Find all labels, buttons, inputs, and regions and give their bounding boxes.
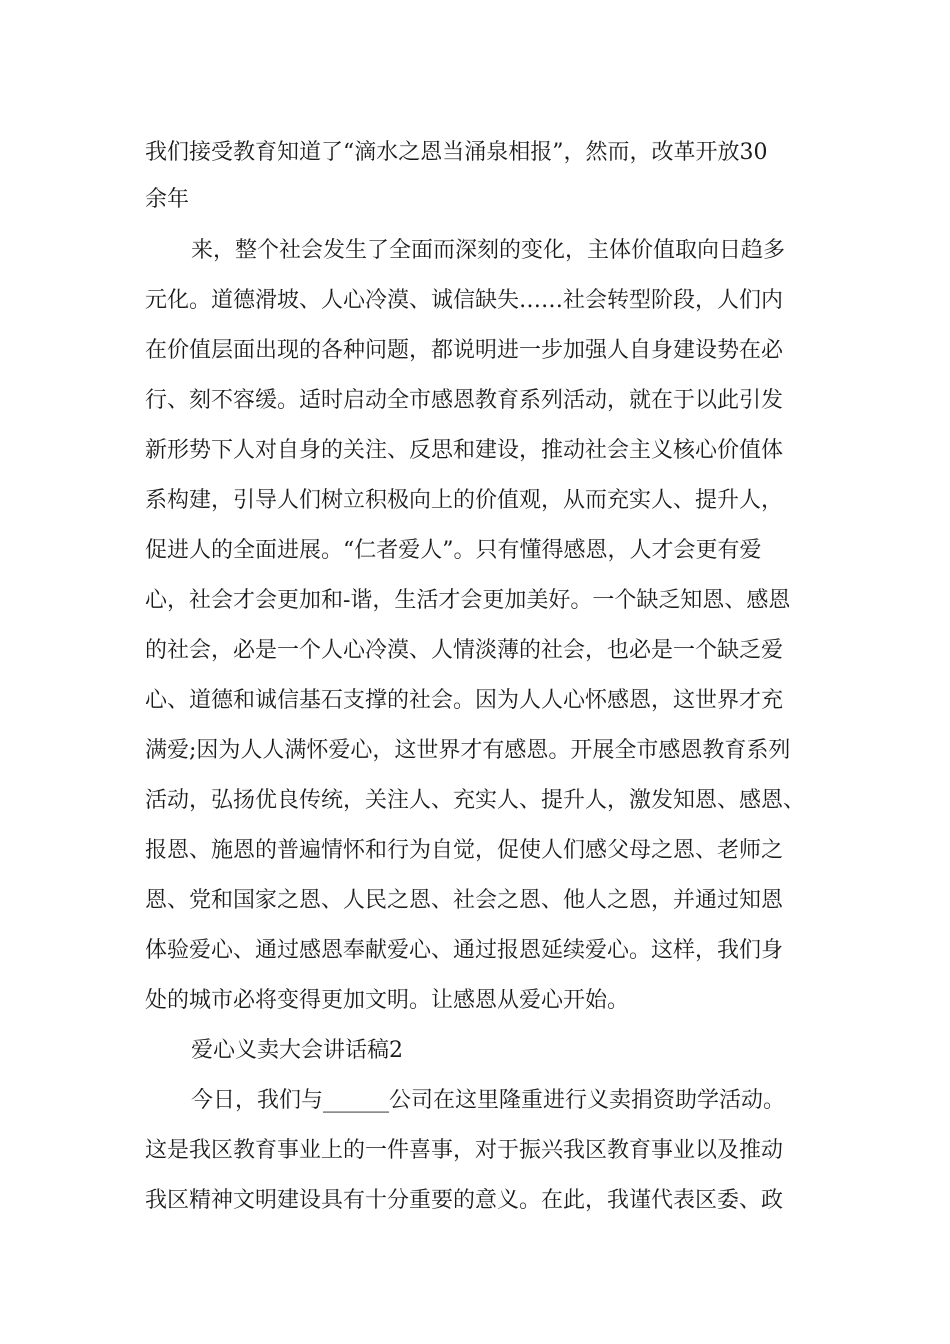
paragraph-line: 我们接受教育知道了“滴水之恩当涌泉相报”，然而，改革开放30 [145, 140, 768, 165]
paragraph-line: 处的城市必将变得更加文明。让感恩从爱心开始。 [145, 988, 630, 1013]
paragraph-line: 今日，我们与______公司在这里隆重进行义卖捐资助学活动。 [191, 1088, 786, 1113]
paragraph-line: 活动，弘扬优良传统，关注人、充实人、提升人，激发知恩、感恩、 [145, 788, 806, 813]
paragraph-line: 报恩、施恩的普遍情怀和行为自觉，促使人们感父母之恩、老师之 [145, 838, 784, 863]
section-heading: 爱心义卖大会讲话稿2 [191, 1038, 403, 1063]
paragraph-line: 我区精神文明建设具有十分重要的意义。在此，我谨代表区委、政 [145, 1188, 784, 1213]
paragraph-line: 心、道德和诚信基石支撑的社会。因为人人心怀感恩，这世界才充 [145, 688, 784, 713]
paragraph-line: 行、刻不容缓。适时启动全市感恩教育系列活动，就在于以此引发 [145, 388, 784, 413]
paragraph-line: 在价值层面出现的各种问题，都说明进一步加强人自身建设势在必 [145, 338, 784, 363]
paragraph-line: 系构建，引导人们树立积极向上的价值观，从而充实人、提升人， [145, 488, 784, 513]
paragraph-line: 促进人的全面进展。“仁者爱人”。只有懂得感恩，人才会更有爱 [145, 538, 762, 563]
paragraph-line: 心，社会才会更加和-谐，生活才会更加美好。一个缺乏知恩、感恩 [145, 588, 791, 613]
paragraph-line: 余年 [145, 187, 190, 212]
paragraph-line: 这是我区教育事业上的一件喜事，对于振兴我区教育事业以及推动 [145, 1138, 784, 1163]
paragraph-line: 新形势下人对自身的关注、反思和建设，推动社会主义核心价值体 [145, 438, 784, 463]
paragraph-line: 来，整个社会发生了全面而深刻的变化，主体价值取向日趋多 [191, 238, 786, 263]
paragraph-line: 元化。道德滑坡、人心冷漠、诚信缺失……社会转型阶段，人们内 [145, 288, 784, 313]
paragraph-line: 满爱;因为人人满怀爱心，这世界才有感恩。开展全市感恩教育系列 [145, 738, 791, 763]
paragraph-line: 的社会，必是一个人心冷漠、人情淡薄的社会，也必是一个缺乏爱 [145, 638, 784, 663]
paragraph-line: 恩、党和国家之恩、人民之恩、社会之恩、他人之恩，并通过知恩 [145, 888, 784, 913]
paragraph-line: 体验爱心、通过感恩奉献爱心、通过报恩延续爱心。这样，我们身 [145, 938, 784, 963]
